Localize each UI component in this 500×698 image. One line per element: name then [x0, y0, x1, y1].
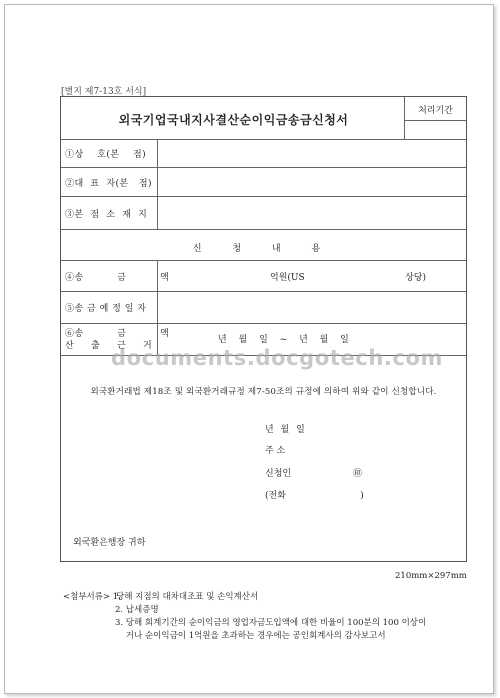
- signature-address: 주 소: [265, 446, 286, 456]
- request-details-heading: 신 청 내 용: [192, 244, 335, 254]
- row-request-details: [61, 230, 466, 261]
- row-company-name: [61, 140, 466, 168]
- addressee: 외국환은행장 귀하: [73, 538, 146, 548]
- row-remittance-amount: [61, 261, 466, 292]
- amount-basis-label-line1: ⑥송 금 액: [65, 328, 170, 339]
- attachment-item: 3. 당해 회계기간의 순이익금의 영업자금도입액에 대한 비율이 100분의 100 이상이: [115, 618, 427, 628]
- row-head-office: [61, 197, 466, 230]
- processing-period-box: [404, 97, 466, 140]
- remittance-date-field[interactable]: [158, 292, 466, 323]
- company-name-label: ①상 호(본 점): [61, 140, 158, 167]
- document-sheet: [4, 4, 494, 694]
- signature-applicant: 신청인: [265, 469, 292, 479]
- processing-period-label: 처리기간: [405, 103, 466, 121]
- signature-date: 년 월 일: [265, 425, 305, 435]
- remittance-date-label: ⑤송 금 예 정 일 자: [61, 292, 158, 323]
- remittance-amount-field[interactable]: [158, 261, 466, 291]
- head-office-field[interactable]: [158, 197, 466, 229]
- representative-label: ②대 표 자(본 점): [61, 168, 158, 196]
- attachment-item: 거나 순이익금이 1억원을 초과하는 경우에는 공인회계사의 감사보고서: [115, 631, 386, 641]
- amount-won-text: 억원(US: [270, 273, 305, 283]
- head-office-label: ③본 점 소 재 지: [61, 197, 158, 229]
- seal-mark: ㊞: [353, 469, 363, 479]
- title-row: [61, 97, 466, 140]
- amount-equivalent-text: 상당): [405, 273, 426, 283]
- watermark: documents.docgotech.com: [111, 346, 444, 370]
- remittance-amount-label: ④송 금 액: [61, 261, 158, 291]
- row-representative: [61, 168, 466, 197]
- row-remittance-date: [61, 292, 466, 324]
- company-name-field[interactable]: [158, 140, 466, 167]
- representative-field[interactable]: [158, 168, 466, 196]
- attachment-item: 2. 납세증명: [115, 605, 159, 615]
- period-text: 년 월 일 ~ 년 월 일: [218, 335, 350, 345]
- application-form: [60, 96, 467, 562]
- paper-size-note: 210mm×297mm: [395, 571, 467, 581]
- amount-basis-label-line2: 산 출 근 거: [65, 340, 153, 351]
- attachments-label: <첨부서류> 1.: [63, 592, 121, 602]
- application-statement: 외국환거래법 제18조 및 외국환거래규정 제7-50조의 규정에 의하여 위와 같이 신청합니다.: [90, 387, 437, 397]
- attachment-item: 당해 지점의 대차대조표 및 손익계산서: [116, 592, 259, 602]
- form-title: 외국기업국내지사결산순이익금송금신청서: [118, 113, 349, 127]
- form-number: [별지 제7-13호 서식]: [61, 87, 147, 97]
- signature-phone: (전화 ): [265, 491, 364, 501]
